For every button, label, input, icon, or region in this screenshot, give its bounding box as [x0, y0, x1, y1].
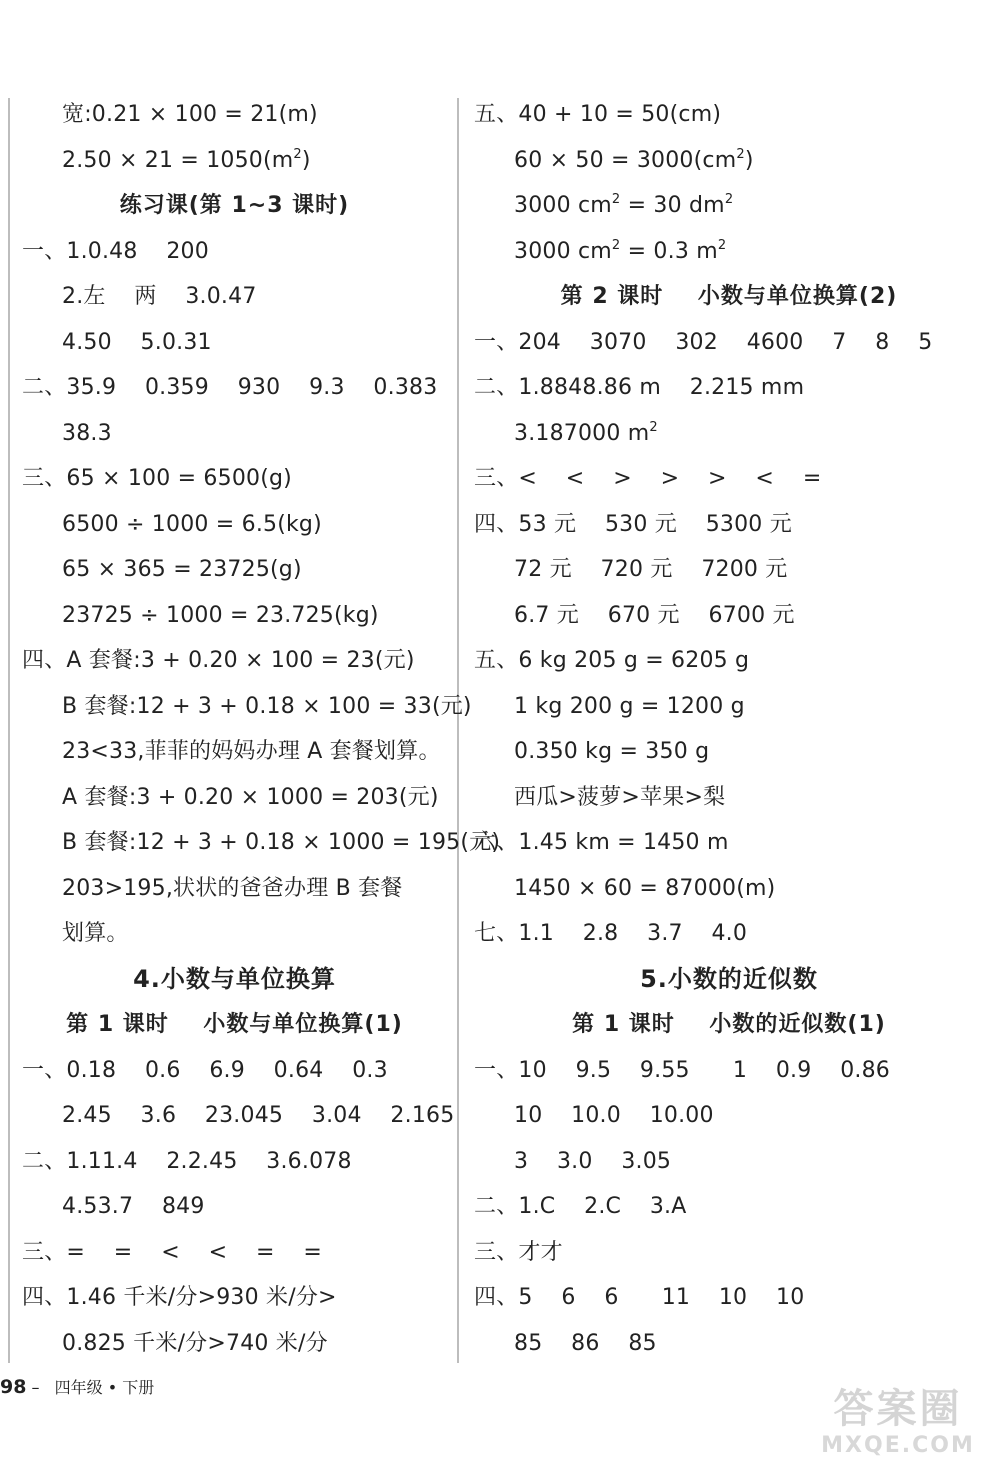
answer-text: 三、65 × 100 = 6500(g) [22, 466, 292, 491]
answer-line [474, 866, 984, 912]
answer-text: 五、6 kg 205 g = 6205 g [474, 648, 750, 673]
answer-line [22, 1275, 447, 1321]
answer-line [474, 502, 984, 548]
answer-text: 4.53.7 849 [62, 1194, 205, 1219]
answer-text: 2.左 两 3.0.47 [62, 284, 257, 309]
answer-text: 二、1.C 2.C 3.A [474, 1194, 687, 1219]
answer-text: 西瓜>菠萝>苹果>梨 [514, 784, 726, 810]
section-heading [474, 1002, 984, 1048]
answer-text: 6.7 元 670 元 6700 元 [514, 602, 795, 628]
answer-line [22, 1139, 447, 1185]
answer-line [474, 1321, 984, 1367]
answer-line [474, 593, 984, 639]
answer-line [474, 229, 984, 275]
answer-line [474, 92, 984, 138]
answer-line [22, 684, 472, 730]
answer-text: 一、0.18 0.6 6.9 0.64 0.3 [22, 1057, 388, 1083]
answer-text: 宽:0.21 × 100 = 21(m) [62, 102, 318, 127]
answer-text: 2.50 × 21 = 1050(m [62, 147, 294, 173]
answer-line [22, 320, 447, 366]
answer-line [22, 411, 447, 457]
answer-line [22, 1048, 447, 1094]
column-divider [457, 98, 459, 1363]
answer-text: 第 2 课时 小数与单位换算(2) [560, 284, 898, 309]
answer-text: 三、= = < < = = [22, 1239, 323, 1265]
answer-line [22, 1230, 447, 1276]
answer-line [474, 684, 984, 730]
answer-text: 四、53 元 530 元 5300 元 [474, 511, 792, 537]
answer-line [474, 1048, 984, 1094]
answer-line [22, 502, 447, 548]
answer-text: 二、1.11.4 2.2.45 3.6.078 [22, 1148, 352, 1174]
answer-line [474, 547, 984, 593]
answer-text: 10 10.0 10.00 [514, 1103, 714, 1128]
answer-text: 四、A 套餐:3 + 0.20 × 100 = 23(元) [22, 648, 415, 673]
answer-line [22, 820, 501, 866]
answer-line [22, 911, 447, 957]
answer-line [22, 729, 447, 775]
section-heading [474, 957, 984, 1003]
answer-text: 一、10 9.5 9.55 1 0.9 0.86 [474, 1057, 890, 1083]
answer-text: 3000 cm [514, 238, 612, 264]
answer-text: 65 × 365 = 23725(g) [62, 557, 302, 582]
answer-line [22, 229, 447, 275]
answer-text: 60 × 50 = 3000(cm [514, 147, 737, 173]
answer-line [474, 411, 984, 457]
watermark-url-text: MXQE.COM [821, 1433, 975, 1458]
answer-line [22, 775, 447, 821]
answer-text: 4.50 5.0.31 [62, 329, 212, 355]
answer-line [22, 365, 447, 411]
answer-line [474, 638, 984, 684]
answer-text: 23<33,菲菲的妈妈办理 A 套餐划算。 [62, 739, 441, 764]
answer-text: 四、1.46 千米/分>930 米/分> [22, 1285, 337, 1310]
answer-line [22, 456, 447, 502]
answer-text: 第 1 课时 小数的近似数(1) [572, 1012, 886, 1037]
answer-text: 四、5 6 6 11 10 10 [474, 1285, 805, 1310]
answer-text: 3000 cm [514, 193, 612, 218]
superscript: 2 [293, 146, 302, 162]
page-footer [0, 1372, 154, 1402]
answer-text: 三、才才 [474, 1239, 563, 1265]
section-heading [22, 183, 447, 229]
answer-text: 二、35.9 0.359 930 9.3 0.383 [22, 375, 438, 400]
answer-text: 一、204 3070 302 4600 7 8 5 [474, 329, 933, 355]
answer-line [22, 866, 447, 912]
answer-text: 6500 ÷ 1000 = 6.5(kg) [62, 511, 322, 537]
answer-text-tail: = 0.3 m [620, 238, 718, 264]
answer-text: 1450 × 60 = 87000(m) [514, 875, 776, 901]
answer-line [474, 1230, 984, 1276]
answer-text: 5.小数的近似数 [640, 964, 818, 993]
answer-text: 划算。 [62, 921, 129, 946]
answer-line [474, 1139, 984, 1185]
left-margin-rule [8, 98, 10, 1363]
answer-line [474, 365, 984, 411]
footer-dash: – [31, 1378, 40, 1397]
answer-line [22, 1093, 455, 1139]
answer-line [474, 1184, 984, 1230]
answer-text: 38.3 [62, 420, 112, 446]
answer-text: 三、< < > > > < = [474, 466, 822, 491]
answer-text: 五、40 + 10 = 50(cm) [474, 102, 722, 127]
section-heading [22, 1002, 447, 1048]
section-heading [474, 274, 984, 320]
answer-line [22, 547, 447, 593]
section-heading [22, 957, 447, 1003]
answer-text: 203>195,状状的爸爸办理 B 套餐 [62, 875, 403, 901]
watermark-logo [800, 1386, 996, 1466]
answer-text: B 套餐:12 + 3 + 0.18 × 1000 = 195(元) [62, 830, 501, 855]
answer-line [474, 456, 984, 502]
answer-line [22, 138, 447, 184]
answer-text: B 套餐:12 + 3 + 0.18 × 100 = 33(元) [62, 693, 472, 719]
answer-text: 七、1.1 2.8 3.7 4.0 [474, 921, 748, 946]
answer-line [474, 775, 984, 821]
answer-line [22, 638, 447, 684]
answer-text: 一、1.0.48 200 [22, 238, 209, 264]
superscript: 2 [724, 192, 734, 207]
answer-line [474, 138, 984, 184]
answer-line [474, 1093, 984, 1139]
answer-line [474, 911, 984, 957]
superscript: 2 [649, 419, 658, 435]
answer-text: 4.小数与单位换算 [133, 964, 336, 993]
answer-text: 72 元 720 元 7200 元 [514, 557, 788, 582]
watermark-top-text: 答案圈 [833, 1386, 963, 1432]
answer-line [474, 820, 984, 866]
answer-text: A 套餐:3 + 0.20 × 1000 = 203(元) [62, 784, 439, 810]
answer-line [22, 92, 447, 138]
answer-line [474, 729, 984, 775]
answer-text: 2.45 3.6 23.045 3.04 2.165 [62, 1103, 455, 1128]
left-answer-column [22, 92, 501, 1366]
answer-text: 第 1 课时 小数与单位换算(1) [66, 1012, 403, 1037]
answer-line [474, 183, 984, 229]
superscript: 2 [717, 237, 727, 253]
grade-label: 四年级 • 下册 [54, 1378, 155, 1397]
right-answer-column [474, 92, 984, 1366]
answer-text-tail: ) [744, 147, 754, 173]
superscript: 2 [736, 146, 745, 162]
page-number: 98 [0, 1376, 27, 1398]
answer-text: 23725 ÷ 1000 = 23.725(kg) [62, 602, 379, 628]
answer-text: 85 86 85 [514, 1330, 657, 1356]
answer-text-tail: ) [301, 147, 311, 173]
answer-text: 二、1.8848.86 m 2.215 mm [474, 375, 805, 400]
answer-line [22, 1321, 447, 1367]
answer-text: 练习课(第 1~3 课时) [119, 193, 350, 218]
answer-text: 3.187000 m [514, 420, 650, 446]
superscript: 2 [611, 192, 621, 207]
answer-line [474, 320, 984, 366]
answer-line [474, 1275, 984, 1321]
answer-text: 3 3.0 3.05 [514, 1148, 672, 1174]
answer-line [22, 274, 447, 320]
answer-text: 1 kg 200 g = 1200 g [514, 693, 745, 719]
answer-text: 0.350 kg = 350 g [514, 739, 710, 764]
answer-text-tail: = 30 dm [620, 193, 725, 218]
superscript: 2 [611, 237, 621, 253]
answer-line [22, 593, 447, 639]
answer-text: 0.825 千米/分>740 米/分 [62, 1330, 328, 1356]
answer-text: 六、1.45 km = 1450 m [474, 830, 729, 855]
answer-line [22, 1184, 447, 1230]
